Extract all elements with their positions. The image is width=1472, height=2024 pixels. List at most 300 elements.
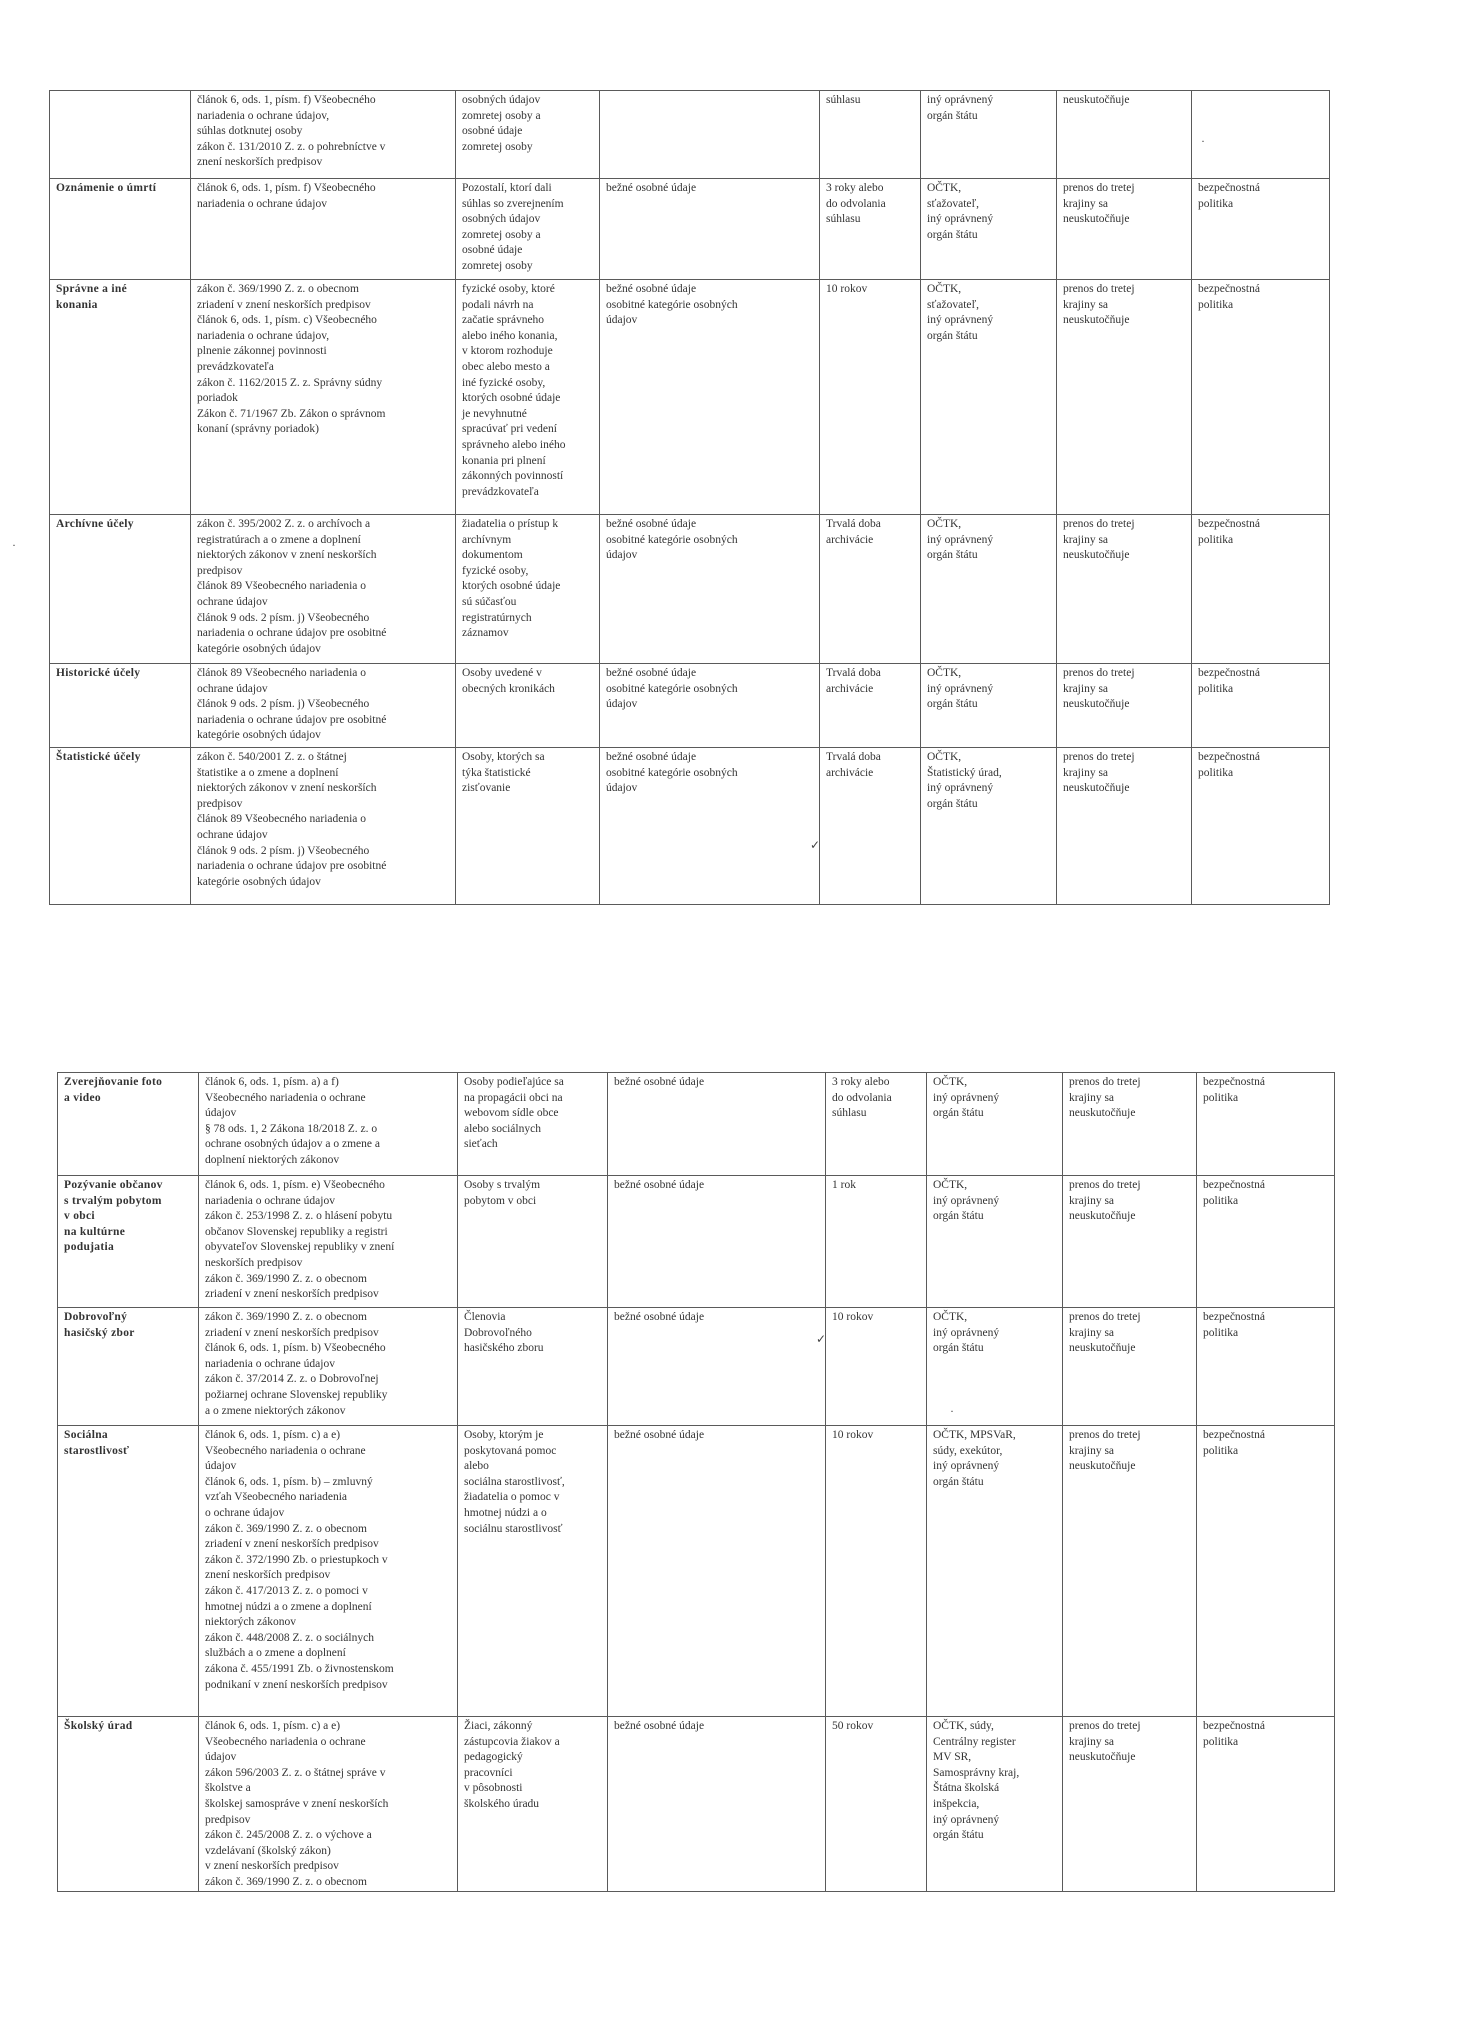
cell-line: fyzické osoby, ktoré xyxy=(462,283,555,295)
cell-line: inšpekcia, xyxy=(933,1797,980,1810)
cell-line: článok 6, ods. 1, písm. f) Všeobecného xyxy=(197,182,376,194)
purpose-cell xyxy=(50,280,191,515)
cell-line: článok 6, ods. 1, písm. f) Všeobecného xyxy=(197,94,376,106)
cell-line: článok 9 ods. 2 písm. j) Všeobecného xyxy=(197,844,370,857)
retention-period-cell xyxy=(826,1308,927,1426)
cell-line: politika xyxy=(1203,1444,1239,1457)
cell-line: do odvolania xyxy=(826,197,886,210)
cell-line: Správne a iné xyxy=(56,283,127,295)
cell-line: niektorých zákonov xyxy=(205,1616,297,1629)
cell-line: Trvalá doba xyxy=(826,667,881,679)
cell-line: je nevyhnutné xyxy=(462,407,527,420)
cell-line: pobytom v obci xyxy=(464,1194,537,1207)
security-measures-cell xyxy=(1192,179,1330,280)
cell-line: bežné osobné údaje xyxy=(614,1179,705,1191)
cell-line: alebo sociálnych xyxy=(464,1122,541,1135)
cell-line: registratúrach a o zmene a doplnení xyxy=(197,533,361,546)
cell-line: plnenie zákonnej povinnosti xyxy=(197,345,327,358)
cell-line: orgán štátu xyxy=(933,1829,984,1842)
cell-line: školského úradu xyxy=(464,1797,540,1810)
cell-line: článok 89 Všeobecného nariadenia o xyxy=(197,667,367,679)
cell-line: osobitné kategórie osobných xyxy=(606,682,738,695)
cell-line: žiadatelia o pomoc v xyxy=(464,1491,560,1504)
cell-line: fyzické osoby, xyxy=(462,564,529,577)
cell-line: OČTK, súdy, xyxy=(933,1720,994,1732)
cell-line: zákon č. 540/2001 Z. z. o štátnej xyxy=(197,751,347,763)
cell-line: ktorých osobné údaje xyxy=(462,580,561,593)
cell-line: OČTK, xyxy=(927,283,962,295)
cell-line: iný oprávnený xyxy=(927,682,994,695)
scan-speck: ✓ xyxy=(810,838,821,852)
cell-line: niektorých zákonov v znení neskorších xyxy=(197,782,377,795)
cell-line: štatistike a o zmene a doplnení xyxy=(197,766,339,779)
cell-line: poskytovaná pomoc xyxy=(464,1444,557,1457)
purpose-cell xyxy=(50,179,191,280)
cell-line: neuskutočňuje xyxy=(1063,314,1130,327)
retention-period-cell xyxy=(826,1176,927,1308)
data-subjects-cell xyxy=(458,1176,608,1308)
data-categories-cell xyxy=(608,1426,826,1717)
cell-line: Oznámenie o úmrtí xyxy=(56,182,157,194)
cell-line: s trvalým pobytom xyxy=(64,1194,162,1207)
security-measures-cell xyxy=(1197,1308,1335,1426)
cell-line: článok 6, ods. 1, písm. b) – zmluvný xyxy=(205,1475,373,1488)
cell-line: politika xyxy=(1203,1326,1239,1339)
cell-line: článok 6, ods. 1, písm. c) Všeobecného xyxy=(197,314,377,327)
third-country-transfer-cell xyxy=(1063,1308,1197,1426)
cell-line: údajov xyxy=(205,1460,237,1473)
table-row xyxy=(50,179,1330,280)
cell-line: 1 rok xyxy=(832,1179,856,1191)
cell-line: MV SR, xyxy=(933,1751,972,1764)
retention-period-cell xyxy=(820,664,921,748)
legal-basis-cell xyxy=(191,748,456,905)
cell-line: krajiny sa xyxy=(1063,682,1109,695)
cell-line: obyvateľov Slovenskej republiky v znení xyxy=(205,1241,395,1254)
cell-line: zákonných povinností xyxy=(462,470,564,483)
cell-line: ochrane údajov xyxy=(197,828,268,841)
cell-line: bežné osobné údaje xyxy=(614,1720,705,1732)
cell-line: osobitné kategórie osobných xyxy=(606,298,738,311)
cell-line: školskej samospráve v znení neskorších xyxy=(205,1797,389,1810)
cell-line: orgán štátu xyxy=(933,1210,984,1223)
recipients-cell xyxy=(927,1073,1063,1176)
cell-line: 3 roky alebo xyxy=(832,1076,890,1088)
recipients-cell xyxy=(921,515,1057,664)
cell-line: Centrálny register xyxy=(933,1735,1016,1748)
cell-line: nariadenia o ochrane údajov pre osobitné xyxy=(197,713,387,726)
cell-line: v obci xyxy=(64,1210,95,1223)
cell-line: znení neskorších predpisov xyxy=(205,1569,331,1582)
cell-line: zákon č. 37/2014 Z. z. o Dobrovoľnej xyxy=(205,1373,379,1386)
recipients-cell xyxy=(921,179,1057,280)
cell-line: sociálnu starostlivosť xyxy=(464,1522,563,1535)
cell-line: iný oprávnený xyxy=(933,1813,1000,1826)
scan-speck: · xyxy=(950,1404,954,1418)
cell-line: alebo iného konania, xyxy=(462,329,558,342)
cell-line: nariadenia o ochrane údajov xyxy=(205,1194,335,1207)
cell-line: zriadení v znení neskorších predpisov xyxy=(205,1538,379,1551)
cell-line: sieťach xyxy=(464,1138,498,1151)
cell-line: predpisov xyxy=(197,564,243,577)
cell-line: iný oprávnený xyxy=(927,213,994,226)
cell-line: neuskutočňuje xyxy=(1069,1460,1136,1473)
cell-line: zákon č. 395/2002 Z. z. o archívoch a xyxy=(197,518,371,530)
cell-line: iný oprávnený xyxy=(933,1194,1000,1207)
cell-line: článok 6, ods. 1, písm. a) a f) xyxy=(205,1076,339,1088)
cell-line: bezpečnostná xyxy=(1203,1429,1265,1441)
cell-line: bezpečnostná xyxy=(1203,1179,1265,1191)
cell-line: zomretej osoby xyxy=(462,140,533,153)
recipients-cell xyxy=(927,1426,1063,1717)
cell-line: prevádzkovateľa xyxy=(462,485,539,498)
table-row xyxy=(58,1073,1335,1176)
cell-line: záznamov xyxy=(462,627,509,640)
cell-line: súhlas so zverejnením xyxy=(462,197,564,210)
cell-line: nariadenia o ochrane údajov xyxy=(205,1357,335,1370)
retention-period-cell xyxy=(820,179,921,280)
recipients-cell xyxy=(921,664,1057,748)
cell-line: konania pri plnení xyxy=(462,454,546,467)
cell-line: Osoby, ktorých sa xyxy=(462,751,545,763)
cell-line: neuskutočňuje xyxy=(1069,1751,1136,1764)
cell-line: 10 rokov xyxy=(826,283,868,295)
cell-line: zákon č. 372/1990 Zb. o priestupkoch v xyxy=(205,1553,388,1566)
security-measures-cell xyxy=(1192,748,1330,905)
cell-line: bezpečnostná xyxy=(1203,1311,1265,1323)
data-categories-cell xyxy=(600,179,820,280)
cell-line: krajiny sa xyxy=(1069,1735,1115,1748)
data-categories-cell xyxy=(600,664,820,748)
cell-line: článok 6, ods. 1, písm. e) Všeobecného xyxy=(205,1179,385,1191)
cell-line: Archívne účely xyxy=(56,518,134,530)
cell-line: krajiny sa xyxy=(1069,1326,1115,1339)
cell-line: politika xyxy=(1198,682,1234,695)
legal-basis-cell xyxy=(191,179,456,280)
cell-line: prenos do tretej xyxy=(1063,518,1135,530)
cell-line: Všeobecného nariadenia o ochrane xyxy=(205,1091,366,1104)
data-categories-cell xyxy=(608,1073,826,1176)
cell-line: Dobrovoľného xyxy=(464,1326,532,1339)
cell-line: orgán štátu xyxy=(927,109,978,122)
cell-line: iný oprávnený xyxy=(927,314,994,327)
cell-line: krajiny sa xyxy=(1069,1194,1115,1207)
retention-period-cell xyxy=(820,91,921,179)
cell-line: osobných údajov xyxy=(462,94,541,106)
cell-line: neuskutočňuje xyxy=(1069,1107,1136,1120)
cell-line: iný oprávnený xyxy=(933,1091,1000,1104)
cell-line: OČTK, xyxy=(933,1179,968,1191)
cell-line: podali návrh na xyxy=(462,298,534,311)
cell-line: OČTK, xyxy=(927,751,962,763)
cell-line: podnikaní v znení neskorších predpisov xyxy=(205,1678,388,1691)
purpose-cell xyxy=(58,1426,199,1717)
cell-line: bežné osobné údaje xyxy=(606,518,697,530)
cell-line: archívnym xyxy=(462,533,512,546)
cell-line: neuskutočňuje xyxy=(1063,698,1130,711)
table-row xyxy=(58,1308,1335,1426)
cell-line: alebo xyxy=(464,1460,489,1473)
recipients-cell xyxy=(921,91,1057,179)
cell-line: politika xyxy=(1198,533,1234,546)
security-measures-cell xyxy=(1192,515,1330,664)
cell-line: niektorých zákonov v znení neskorších xyxy=(197,549,377,562)
cell-line: neskorších predpisov xyxy=(205,1256,303,1269)
cell-line: prenos do tretej xyxy=(1063,667,1135,679)
cell-line: pedagogický xyxy=(464,1751,523,1764)
cell-line: súhlasu xyxy=(832,1107,867,1120)
cell-line: a video xyxy=(64,1091,101,1104)
cell-line: archivácie xyxy=(826,533,874,546)
recipients-cell xyxy=(927,1176,1063,1308)
cell-line: hasičského zboru xyxy=(464,1342,544,1355)
cell-line: nariadenia o ochrane údajov pre osobitné xyxy=(197,860,387,873)
table-row xyxy=(50,748,1330,905)
cell-line: starostlivosť xyxy=(64,1444,130,1457)
cell-line: orgán štátu xyxy=(927,698,978,711)
cell-line: § 78 ods. 1, 2 Zákona 18/2018 Z. z. o xyxy=(205,1122,378,1135)
cell-line: zákon č. 369/1990 Z. z. o obecnom xyxy=(197,283,359,295)
cell-line: ochrane údajov xyxy=(197,682,268,695)
cell-line: hmotnej núdzi a o zmene a doplnení xyxy=(205,1600,372,1613)
cell-line: zákon č. 131/2010 Z. z. o pohrebníctve v xyxy=(197,140,386,153)
retention-period-cell xyxy=(826,1717,927,1892)
recipients-cell xyxy=(927,1717,1063,1892)
cell-line: archivácie xyxy=(826,766,874,779)
data-categories-cell xyxy=(600,748,820,905)
cell-line: zriadení v znení neskorších predpisov xyxy=(197,298,371,311)
cell-line: OČTK, xyxy=(927,518,962,530)
cell-line: 10 rokov xyxy=(832,1311,874,1323)
cell-line: Historické účely xyxy=(56,667,141,679)
cell-line: spracúvať pri vedení xyxy=(462,423,557,436)
cell-line: prevádzkovateľa xyxy=(197,360,274,373)
table-row xyxy=(50,515,1330,664)
data-subjects-cell xyxy=(458,1308,608,1426)
purpose-cell xyxy=(58,1308,199,1426)
data-categories-cell xyxy=(608,1308,826,1426)
cell-line: Trvalá doba xyxy=(826,751,881,763)
cell-line: na kultúrne xyxy=(64,1225,126,1238)
third-country-transfer-cell xyxy=(1057,280,1192,515)
cell-line: bežné osobné údaje xyxy=(606,667,697,679)
cell-line: v ktorom rozhoduje xyxy=(462,345,553,358)
cell-line: nariadenia o ochrane údajov, xyxy=(197,109,330,122)
cell-line: sú súčasťou xyxy=(462,595,517,608)
retention-period-cell xyxy=(820,748,921,905)
table-row xyxy=(50,280,1330,515)
table-row xyxy=(58,1426,1335,1717)
scan-speck: · xyxy=(1201,134,1205,148)
cell-line: krajiny sa xyxy=(1063,533,1109,546)
cell-line: politika xyxy=(1198,298,1234,311)
cell-line: Pozývanie občanov xyxy=(64,1179,163,1191)
cell-line: zákon č. 245/2008 Z. z. o výchove a xyxy=(205,1829,372,1842)
cell-line: Členovia xyxy=(464,1311,506,1323)
cell-line: zákon č. 253/1998 Z. z. o hlásení pobytu xyxy=(205,1210,393,1223)
cell-line: bezpečnostná xyxy=(1203,1720,1265,1732)
cell-line: súhlasu xyxy=(826,213,861,226)
cell-line: osobné údaje xyxy=(462,125,523,138)
cell-line: článok 89 Všeobecného nariadenia o xyxy=(197,580,367,593)
cell-line: neuskutočňuje xyxy=(1063,782,1130,795)
cell-line: nariadenia o ochrane údajov xyxy=(197,197,327,210)
cell-line: iný oprávnený xyxy=(927,533,994,546)
cell-line: zákon č. 448/2008 Z. z. o sociálnych xyxy=(205,1631,374,1644)
cell-line: ktorých osobné údaje xyxy=(462,392,561,405)
cell-line: konaní (správny poriadok) xyxy=(197,423,319,436)
cell-line: Osoby s trvalým xyxy=(464,1179,541,1191)
cell-line: iný oprávnený xyxy=(927,94,994,106)
cell-line: osobných údajov xyxy=(462,213,541,226)
cell-line: politika xyxy=(1198,197,1234,210)
cell-line: prenos do tretej xyxy=(1069,1311,1141,1323)
legal-basis-cell xyxy=(191,280,456,515)
purpose-cell xyxy=(50,515,191,664)
cell-line: zákona č. 455/1991 Zb. o živnostenskom xyxy=(205,1662,394,1675)
cell-line: osobitné kategórie osobných xyxy=(606,766,738,779)
cell-line: súdy, exekútor, xyxy=(933,1444,1003,1457)
cell-line: údajov xyxy=(205,1751,237,1764)
cell-line: obecných kronikách xyxy=(462,682,555,695)
third-country-transfer-cell xyxy=(1057,91,1192,179)
cell-line: súhlas dotknutej osoby xyxy=(197,125,303,138)
cell-line: Dobrovoľný xyxy=(64,1311,128,1323)
cell-line: článok 6, ods. 1, písm. c) a e) xyxy=(205,1429,341,1441)
cell-line: krajiny sa xyxy=(1063,298,1109,311)
cell-line: doplnení niektorých zákonov xyxy=(205,1153,340,1166)
legal-basis-cell xyxy=(191,664,456,748)
cell-line: nariadenia o ochrane údajov, xyxy=(197,329,330,342)
cell-line: bezpečnostná xyxy=(1198,751,1260,763)
retention-period-cell xyxy=(820,515,921,664)
cell-line: Všeobecného nariadenia o ochrane xyxy=(205,1444,366,1457)
cell-line: OČTK, xyxy=(933,1076,968,1088)
cell-line: prenos do tretej xyxy=(1063,182,1135,194)
cell-line: politika xyxy=(1203,1735,1239,1748)
security-measures-cell xyxy=(1192,280,1330,515)
data-subjects-cell xyxy=(456,91,600,179)
cell-line: ochrane osobných údajov a o zmene a xyxy=(205,1138,380,1151)
cell-line: orgán štátu xyxy=(927,797,978,810)
cell-line: iný oprávnený xyxy=(927,782,994,795)
cell-line: Štatistické účely xyxy=(56,751,141,763)
security-measures-cell xyxy=(1197,1717,1335,1892)
cell-line: politika xyxy=(1203,1091,1239,1104)
cell-line: politika xyxy=(1198,766,1234,779)
data-subjects-cell xyxy=(458,1426,608,1717)
cell-line: článok 6, ods. 1, písm. c) a e) xyxy=(205,1720,341,1732)
cell-line: webovom sídle obce xyxy=(464,1107,559,1120)
cell-line: Samosprávny kraj, xyxy=(933,1766,1020,1779)
cell-line: sťažovateľ, xyxy=(927,197,980,210)
third-country-transfer-cell xyxy=(1057,515,1192,664)
cell-line: zákon č. 1162/2015 Z. z. Správny súdny xyxy=(197,376,383,389)
cell-line: kategórie osobných údajov xyxy=(197,875,321,888)
cell-line: Zverejňovanie foto xyxy=(64,1076,163,1088)
cell-line: zomretej osoby xyxy=(462,259,533,272)
cell-line: v pôsobnosti xyxy=(464,1782,523,1795)
cell-line: konania xyxy=(56,298,98,311)
security-measures-cell xyxy=(1197,1426,1335,1717)
cell-line: bežné osobné údaje xyxy=(614,1429,705,1441)
cell-line: iný oprávnený xyxy=(933,1460,1000,1473)
cell-line: neuskutočňuje xyxy=(1063,94,1130,106)
security-measures-cell xyxy=(1192,664,1330,748)
cell-line: registratúrnych xyxy=(462,611,532,624)
third-country-transfer-cell xyxy=(1057,748,1192,905)
cell-line: bezpečnostná xyxy=(1198,667,1260,679)
cell-line: začatie správneho xyxy=(462,314,545,327)
cell-line: bežné osobné údaje xyxy=(614,1076,705,1088)
cell-line: neuskutočňuje xyxy=(1063,213,1130,226)
cell-line: hasičský zbor xyxy=(64,1326,135,1339)
cell-line: predpisov xyxy=(205,1813,251,1826)
cell-line: požiarnej ochrane Slovenskej republiky xyxy=(205,1388,388,1401)
scan-speck: ✓ xyxy=(816,1332,827,1346)
purpose-cell xyxy=(58,1073,199,1176)
security-measures-cell xyxy=(1197,1176,1335,1308)
cell-line: znení neskorších predpisov xyxy=(197,156,323,169)
cell-line: Zákon č. 71/1967 Zb. Zákon o správnom xyxy=(197,407,386,420)
purpose-cell xyxy=(58,1717,199,1892)
cell-line: krajiny sa xyxy=(1069,1444,1115,1457)
table-row xyxy=(50,664,1330,748)
data-categories-cell xyxy=(600,91,820,179)
cell-line: bezpečnostná xyxy=(1203,1076,1265,1088)
legal-basis-cell xyxy=(191,91,456,179)
cell-line: orgán štátu xyxy=(927,549,978,562)
cell-line: kategórie osobných údajov xyxy=(197,729,321,742)
cell-line: zisťovanie xyxy=(462,782,511,795)
cell-line: krajiny sa xyxy=(1069,1091,1115,1104)
table-row xyxy=(58,1176,1335,1308)
cell-line: orgán štátu xyxy=(933,1475,984,1488)
legal-basis-cell xyxy=(199,1717,458,1892)
cell-line: prenos do tretej xyxy=(1069,1179,1141,1191)
cell-line: článok 6, ods. 1, písm. b) Všeobecného xyxy=(205,1342,386,1355)
cell-line: orgán štátu xyxy=(933,1342,984,1355)
cell-line: zomretej osoby a xyxy=(462,109,541,122)
cell-line: prenos do tretej xyxy=(1069,1076,1141,1088)
data-subjects-cell xyxy=(456,748,600,905)
cell-line: prenos do tretej xyxy=(1069,1720,1141,1732)
cell-line: OČTK, xyxy=(927,182,962,194)
security-measures-cell xyxy=(1192,91,1330,179)
cell-line: bezpečnostná xyxy=(1198,518,1260,530)
legal-basis-cell xyxy=(199,1073,458,1176)
third-country-transfer-cell xyxy=(1063,1073,1197,1176)
recipients-cell xyxy=(927,1308,1063,1426)
cell-line: zákon č. 369/1990 Z. z. o obecnom xyxy=(205,1272,367,1285)
data-subjects-cell xyxy=(456,515,600,664)
cell-line: zriadení v znení neskorších predpisov xyxy=(205,1288,379,1301)
data-subjects-cell xyxy=(456,179,600,280)
cell-line: pracovníci xyxy=(464,1766,513,1779)
cell-line: údajov xyxy=(606,698,638,711)
purpose-cell xyxy=(50,91,191,179)
cell-line: Trvalá doba xyxy=(826,518,881,530)
legal-basis-cell xyxy=(199,1176,458,1308)
cell-line: neuskutočňuje xyxy=(1069,1342,1136,1355)
cell-line: údajov xyxy=(606,782,638,795)
cell-line: Pozostalí, ktorí dali xyxy=(462,182,552,194)
cell-line: podujatia xyxy=(64,1241,114,1254)
cell-line: žiadatelia o prístup k xyxy=(462,518,559,530)
cell-line: poriadok xyxy=(197,392,238,405)
cell-line: iné fyzické osoby, xyxy=(462,376,546,389)
cell-line: zákon č. 369/1990 Z. z. o obecnom xyxy=(205,1522,367,1535)
